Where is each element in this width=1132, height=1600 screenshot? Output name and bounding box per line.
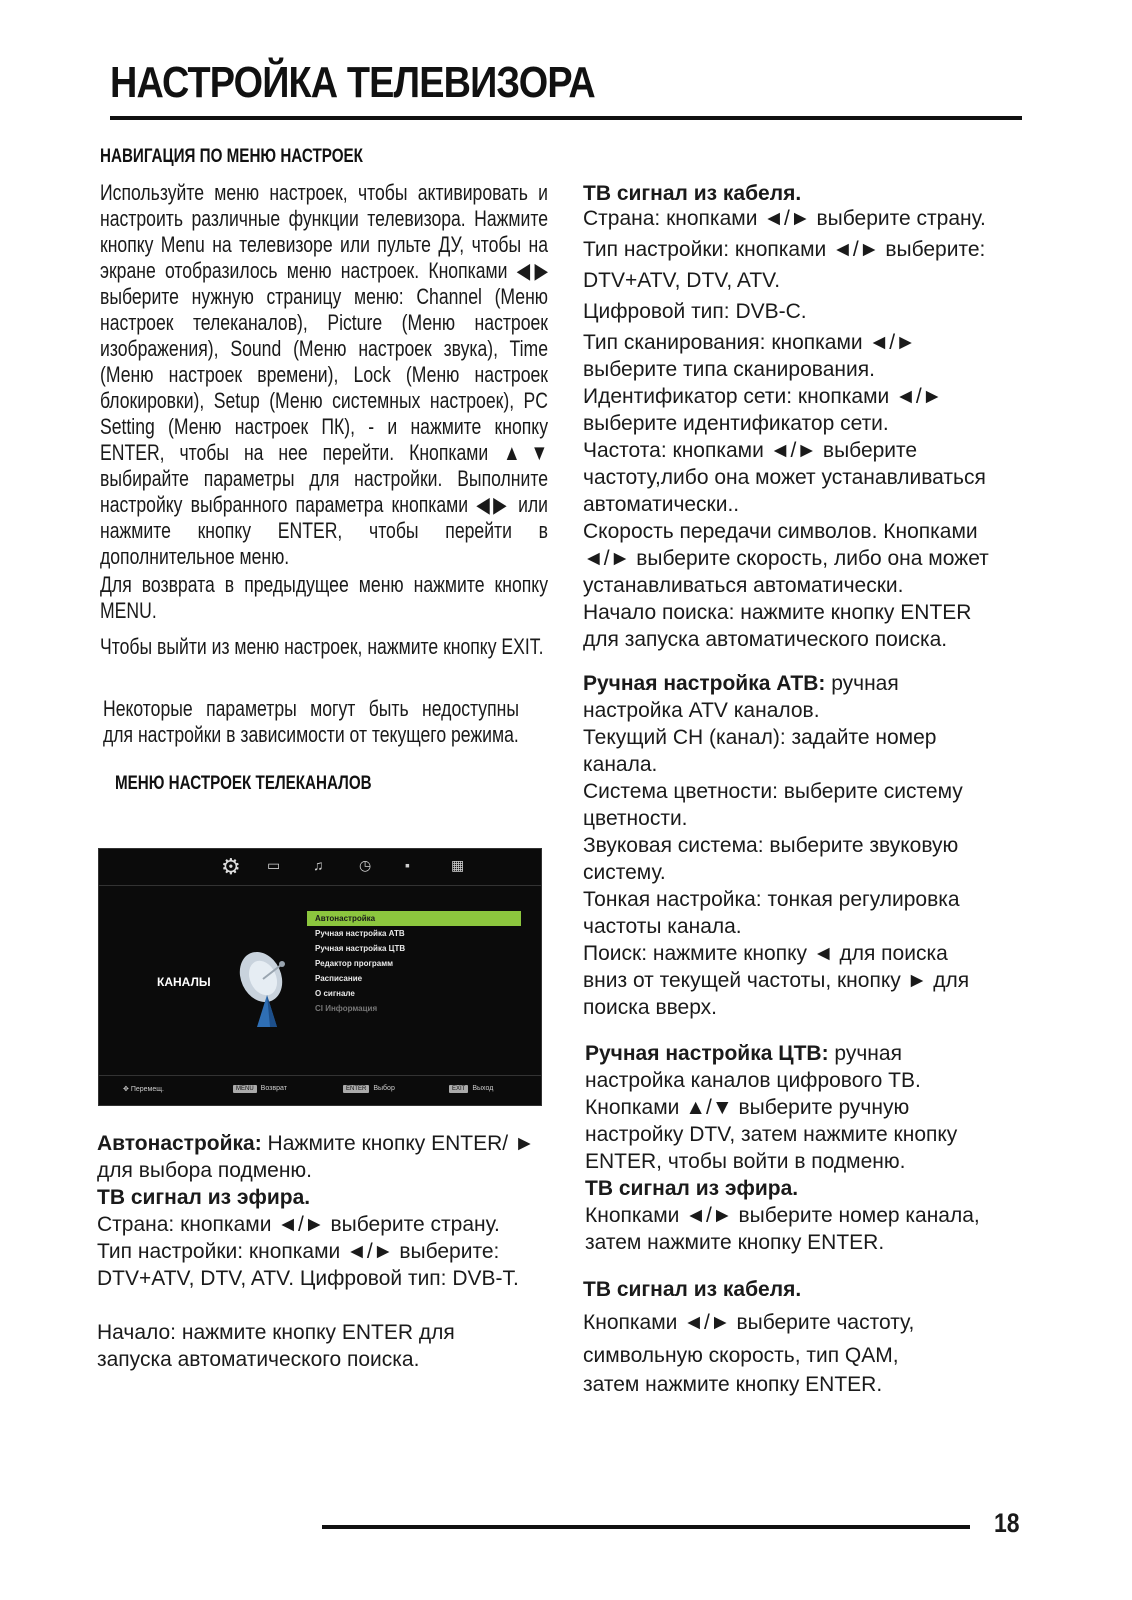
move-arrows-icon: ✥ (123, 1086, 131, 1093)
air-country: Страна: кнопками ◄/► выберите страну. (97, 1213, 500, 1236)
dtv-air-line: Кнопками ◄/► выберите номер канала, (585, 1204, 980, 1227)
atv-line: настройка ATV каналов. (583, 699, 820, 722)
clock-icon: ◷ (359, 857, 372, 873)
dtv-air-heading: ТВ сигнал из эфира. (585, 1177, 799, 1200)
tv-hint-back: MENU Возврат (233, 1085, 287, 1093)
tv-channel-menu (307, 911, 521, 1016)
dtv-cable-heading: ТВ сигнал из кабеля. (583, 1278, 802, 1301)
tv-hint-select: ENTER Выбор (343, 1085, 395, 1093)
atv-line: Текущий CH (канал): задайте номер (583, 726, 937, 749)
exit-key-icon: EXIT (449, 1085, 468, 1093)
tv-menu-item-atv-manual[interactable]: Ручная настройка АТВ (315, 929, 405, 938)
dtv-line: настройку DTV, затем нажмите кнопку (585, 1123, 958, 1146)
atv-line: поиска вверх. (583, 996, 717, 1019)
atv-line: цветности. (583, 807, 688, 830)
atv-line: ручная (825, 672, 899, 695)
menu-key-icon: MENU (233, 1085, 257, 1093)
tv-menu-item-ci-info: CI Информация (315, 1004, 378, 1013)
lock-icon: ▪ (405, 857, 410, 873)
dtv-cable-line: затем нажмите кнопку ENTER. (583, 1373, 883, 1396)
cable-line: для запуска автоматического поиска. (583, 628, 948, 651)
tv-section-label: КАНАЛЫ (157, 975, 211, 989)
page-number: 18 (994, 1508, 1020, 1538)
dtv-manual-section (585, 1040, 980, 1256)
atv-line: Звуковая система: выберите звуковую (583, 834, 959, 857)
atv-line: Поиск: нажмите кнопку ◄ для поиска (583, 942, 948, 965)
cable-signal-heading: ТВ сигнал из кабеля. (583, 182, 802, 205)
air-start: Начало: нажмите кнопку ENTER для запуска автоматического поиска. (97, 1321, 455, 1371)
air-tuning-type: Тип настройки: кнопками ◄/► выберите: DTV+ATV, DTV, ATV. Цифровой тип: DVB-T. (97, 1240, 519, 1290)
channels-heading: МЕНЮ НАСТРОЕК ТЕЛЕКАНАЛОВ (115, 773, 372, 794)
dtv-manual-heading: Ручная настройка ЦТВ: (585, 1042, 829, 1065)
atv-line: канала. (583, 753, 658, 776)
tv-menu-icon-bar (99, 854, 541, 879)
dtv-line: ручная (828, 1042, 902, 1065)
cable-line: Цифровой тип: DVB-C. (583, 300, 807, 323)
dtv-line: ENTER, чтобы войти в подменю. (585, 1150, 906, 1173)
cable-line: Начало поиска: нажмите кнопку ENTER (583, 601, 972, 624)
dtv-air-line: затем нажмите кнопку ENTER. (585, 1231, 885, 1254)
cable-line: Частота: кнопками ◄/► выберите (583, 439, 918, 462)
cable-settings (583, 205, 989, 653)
cable-line: выберите идентификатор сети. (583, 412, 889, 435)
nav-paragraph-1: Используйте меню настроек, чтобы активировать и настроить различные функции телевизора. Нажмите кнопку Menu на телевизоре или пульте ДУ, чтобы на экране отобразилось меню настроек. Кнопками ◀▶ выберите нужную страницу меню: Channel (Меню настроек телеканалов), Picture (Меню настроек изображения), Sound (Меню настроек звука), Time (Меню настроек времени), Lock (Меню настроек блокировки), Setup (Меню системных настроек), PC Setting (Меню настроек ПК), - и нажмите кнопку ENTER, чтобы на нее перейти. Кнопками ▲▼ выбирайте параметры для настройки. Выполните настройку выбранного параметра кнопками ◀▶ или нажмите кнопку ENTER, чтобы перейти в дополнительное меню. (100, 180, 548, 569)
nav-paragraph-3: Чтобы выйти из меню настроек, нажмите кнопку EXIT. (100, 634, 544, 659)
cable-line: устанавливаться автоматически. (583, 574, 904, 597)
enter-key-icon: ENTER (343, 1085, 369, 1093)
tv-footer-hints (99, 1075, 541, 1105)
cable-line: выберите типа сканирования. (583, 358, 875, 381)
cable-line: Тип настройки: кнопками ◄/► выберите: (583, 238, 986, 261)
music-icon: ♫ (313, 857, 324, 873)
tv-divider (99, 885, 541, 886)
cable-line: ◄/► выберите скорость, либо она может (583, 547, 989, 570)
cable-line: DTV+ATV, DTV, ATV. (583, 269, 781, 292)
dtv-line: Кнопками ▲/▼ выберите ручную (585, 1096, 910, 1119)
tv-menu-item-auto-tuning[interactable]: Автонастройка (307, 911, 521, 926)
atv-line: систему. (583, 861, 666, 884)
footer-rule (322, 1525, 970, 1529)
tv-menu-item-program-editor[interactable]: Редактор программ (315, 959, 394, 968)
dtv-line: настройка каналов цифрового ТВ. (585, 1069, 921, 1092)
atv-line: Тонкая настройка: тонкая регулировка (583, 888, 960, 911)
atv-line: частоты канала. (583, 915, 742, 938)
atv-line: вниз от текущей частоты, кнопку ► для (583, 969, 970, 992)
dtv-cable-section (583, 1309, 914, 1398)
air-signal-heading: ТВ сигнал из эфира. (97, 1186, 311, 1209)
cable-line: Идентификатор сети: кнопками ◄/► (583, 385, 943, 408)
nav-paragraph-2: Для возврата в предыдущее меню нажмите кнопку MENU. (100, 572, 548, 623)
cable-line: автоматически.. (583, 493, 740, 516)
cable-line: частоту,либо она может устанавливаться (583, 466, 986, 489)
grid-icon: ▦ (451, 857, 465, 873)
satellite-dish-icon (237, 947, 295, 1029)
dtv-cable-line: Кнопками ◄/► выберите частоту, (583, 1311, 915, 1334)
auto-tuning-description: Автонастройка: Нажмите кнопку ENTER/ ► для выбора подменю. (97, 1132, 535, 1182)
nav-heading: НАВИГАЦИЯ ПО МЕНЮ НАСТРОЕК (100, 146, 363, 167)
cable-line: Скорость передачи символов. Кнопками (583, 520, 978, 543)
atv-manual-section (583, 670, 969, 1021)
tv-menu-item-signal-info[interactable]: О сигнале (315, 989, 355, 998)
tv-hint-move: ✥ Перемещ. (123, 1086, 164, 1093)
picture-icon: ▭ (267, 857, 281, 873)
atv-line: Система цветности: выберите систему (583, 780, 963, 803)
page-title: НАСТРОЙКА ТЕЛЕВИЗОРА (110, 58, 595, 107)
cable-line: Тип сканирования: кнопками ◄/► (583, 331, 916, 354)
tv-hint-exit: EXIT Выход (449, 1085, 493, 1093)
gear-icon: ⚙ (221, 854, 241, 879)
atv-manual-heading: Ручная настройка АТВ: (583, 672, 826, 695)
tv-menu-screenshot (98, 848, 542, 1106)
nav-paragraph-4: Некоторые параметры могут быть недоступны для настройки в зависимости от текущего режима. (103, 696, 519, 747)
tv-menu-item-schedule[interactable]: Расписание (315, 974, 363, 983)
dtv-cable-line: символьную скорость, тип QAM, (583, 1344, 899, 1367)
tv-menu-item-dtv-manual[interactable]: Ручная настройка ЦТВ (315, 944, 406, 953)
cable-line: Страна: кнопками ◄/► выберите страну. (583, 207, 986, 230)
title-rule (110, 116, 1022, 120)
